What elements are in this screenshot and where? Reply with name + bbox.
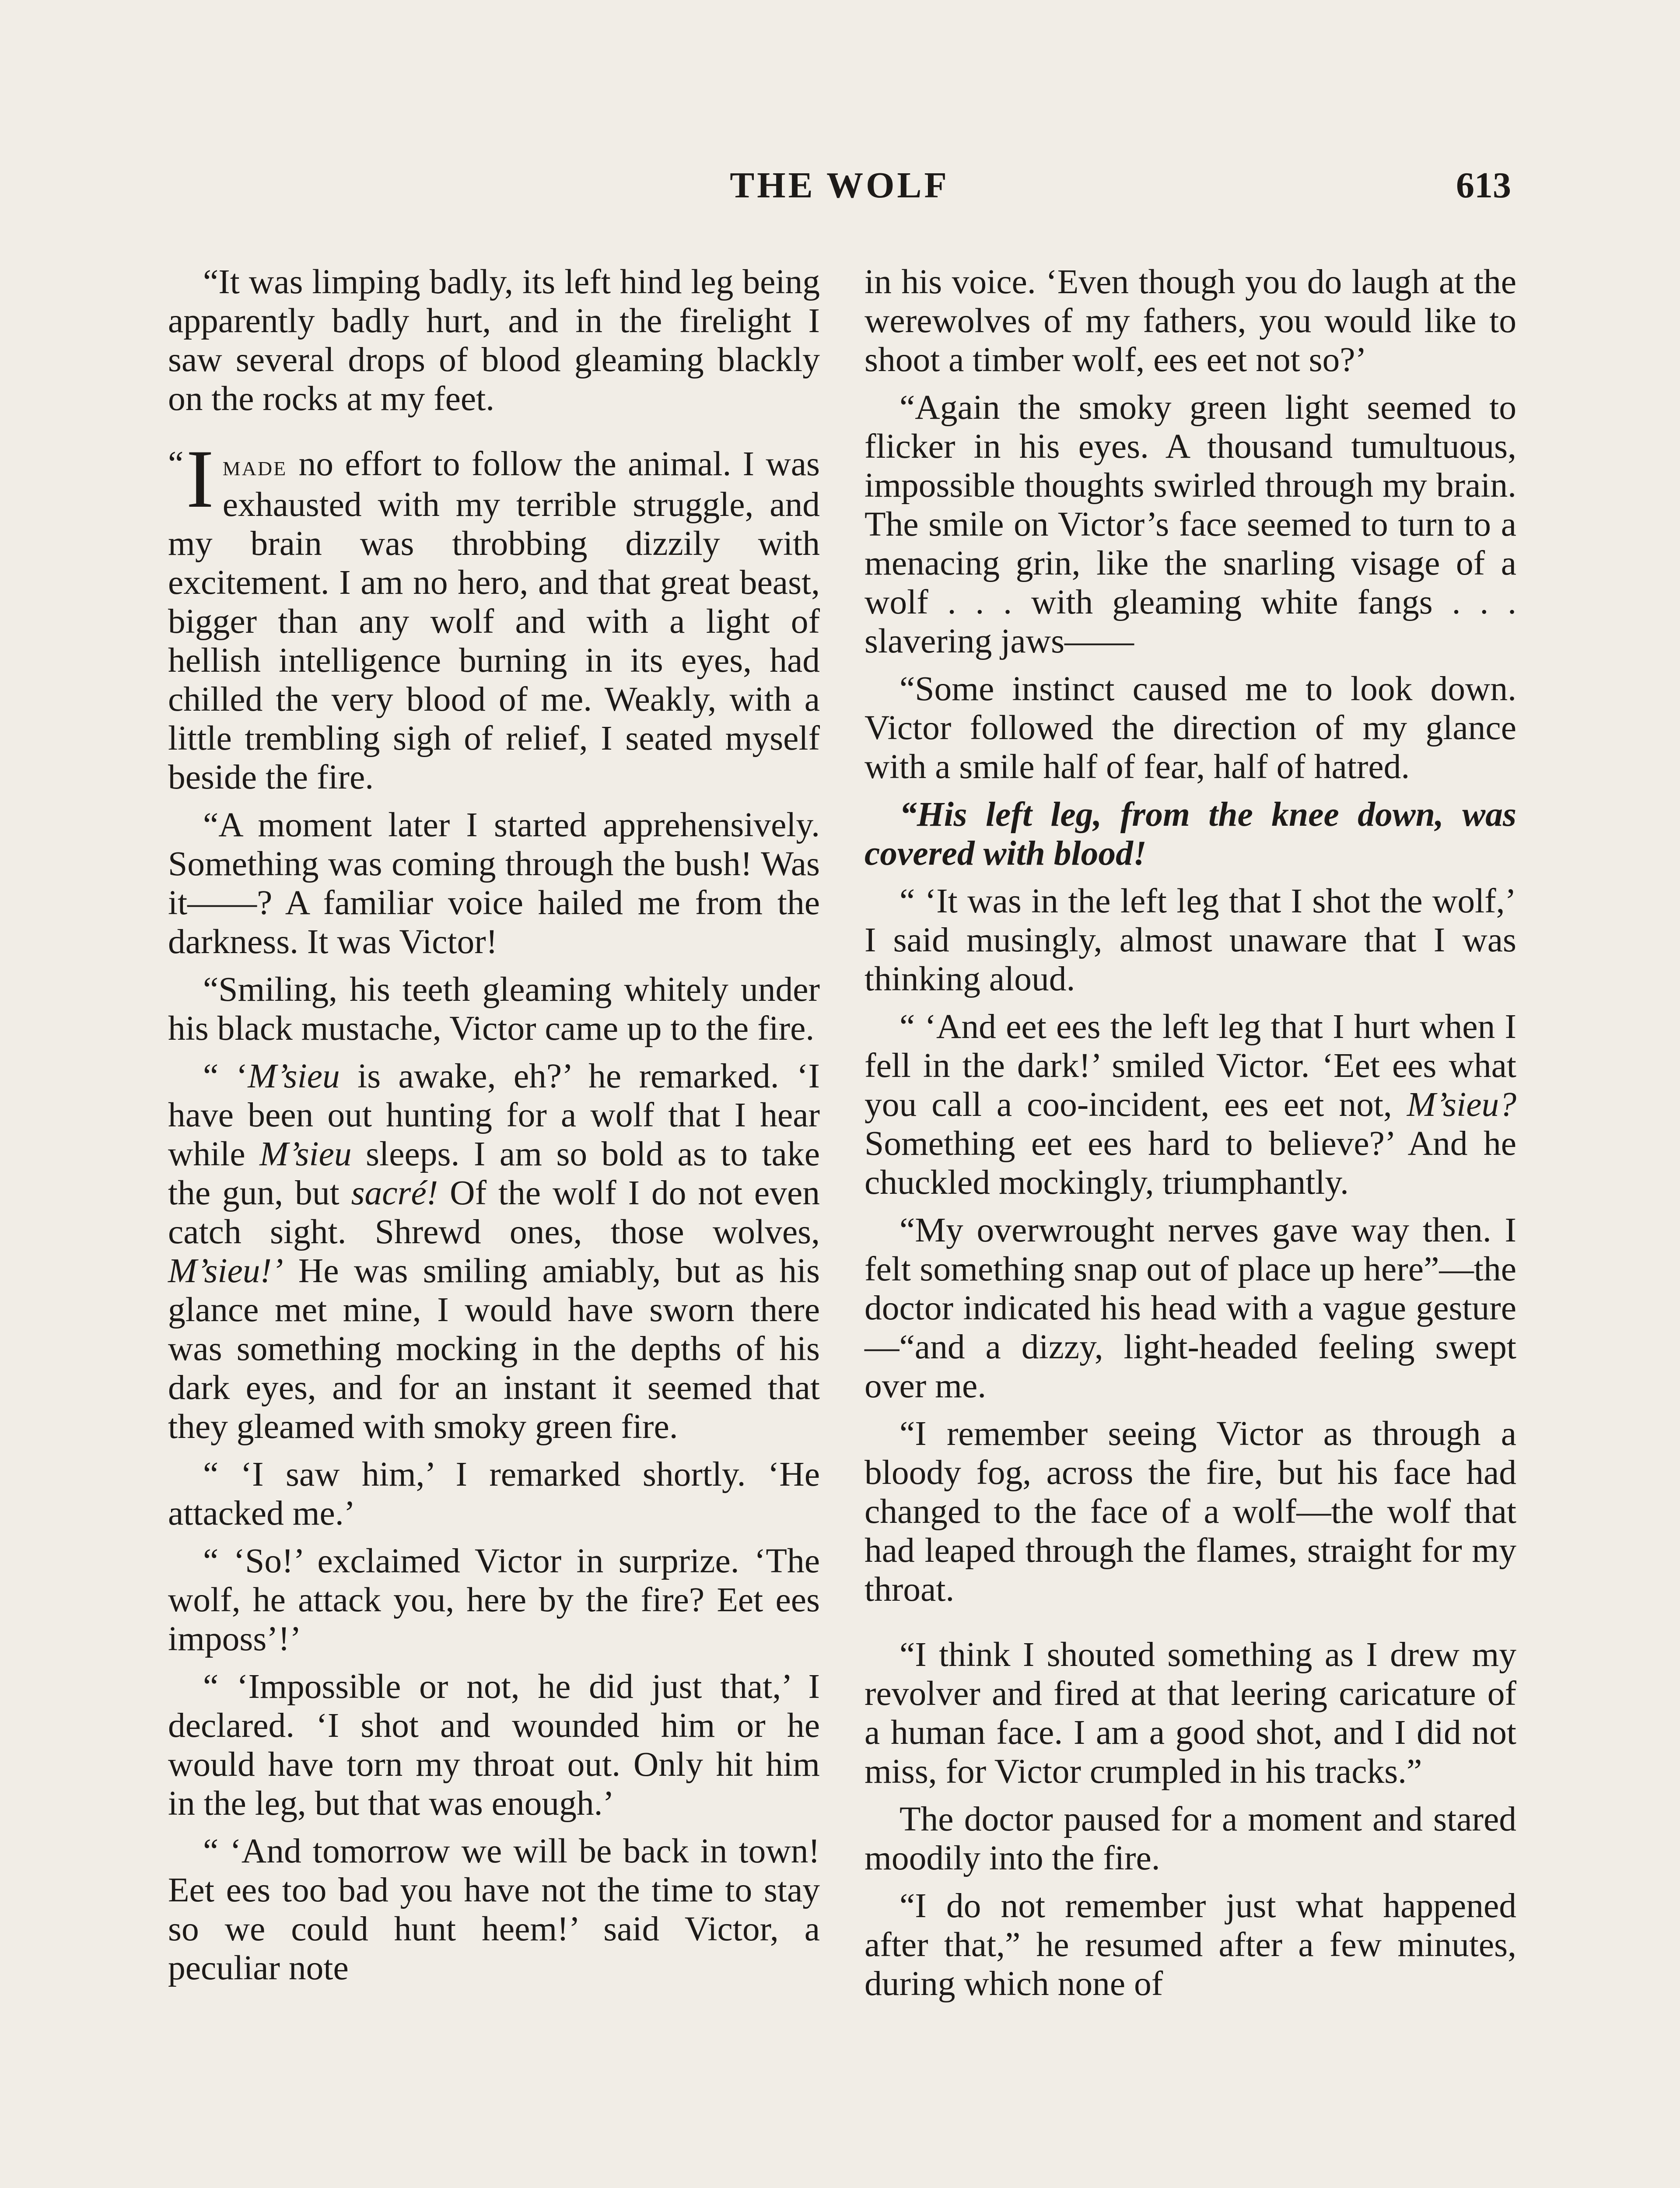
text-run: He was smiling amiably, but as his glance met mine, I would have sworn there was something mocking in the depths of his dark eyes, and for an instant it seemed that they gleamed with smoky green fire. — [168, 1252, 820, 1446]
text-run: Of the wolf I do not even catch sight. Shrewd ones, those wolves, — [168, 1174, 820, 1251]
paragraph — [864, 1007, 1516, 1202]
paragraph: “Smiling, his teeth gleaming whitely under his black mustache, Victor came up to the fire. — [168, 970, 820, 1048]
italic-text: M’sieu — [248, 1057, 340, 1095]
text-run: sleeps. I am so bold as to take the gun, but — [168, 1135, 820, 1212]
paragraph: “I do not remember just what happened after that,” he resumed after a few minutes, during which none of — [864, 1886, 1516, 2003]
paragraph-text: no effort to follow the animal. I was exhausted with my terrible struggle, and my brain was throbbing dizzily with excitement. I am no hero, and that great beast, bigger than any wolf and with a light of hellish intelligence burning in its eyes, had chilled the very blood of me. Weakly, with a little trembling sigh of relief, I seated myself beside the fire. — [168, 445, 820, 796]
italic-text: sacré! — [351, 1174, 438, 1212]
paragraph: “A moment later I started apprehensively. Something was coming through the bush! Was it——? A familiar voice hailed me from the darkness. It was Victor! — [168, 806, 820, 961]
text-run: Something eet ees hard to believe?’ And he chuckled mockingly, triumphantly. — [864, 1124, 1516, 1202]
page-header — [168, 164, 1511, 212]
text-run: “ ‘ — [203, 1057, 248, 1095]
small-caps-lead: made — [222, 450, 287, 482]
paragraph: “Some instinct caused me to look down. Victor followed the direction of my glance with a smile half of fear, half of hatred. — [864, 670, 1516, 786]
left-column — [168, 263, 820, 1996]
paragraph: “ ‘Impossible or not, he did just that,’ I declared. ‘I shot and wounded him or he would have torn my throat out. Only hit him in the leg, but that was enough.’ — [168, 1667, 820, 1823]
paragraph-dropcap — [168, 433, 820, 797]
paragraph: “It was limping badly, its left hind leg being apparently badly hurt, and in the firelight I saw several drops of blood gleaming blackly on the rocks at my feet. — [168, 263, 820, 418]
right-column — [864, 263, 1516, 2012]
italic-text: M’sieu — [259, 1135, 352, 1173]
paragraph: “ ‘And tomorrow we will be back in town! Eet ees too bad you have not the time to stay so we could hunt heem!’ said Victor, a peculiar note — [168, 1832, 820, 1987]
paragraph: The doctor paused for a moment and stared moodily into the fire. — [864, 1800, 1516, 1877]
paragraph: “I think I shouted something as I drew my revolver and fired at that leering caricature of a human face. I am a good shot, and I did not miss, for Victor crumpled in his tracks.” — [864, 1635, 1516, 1791]
running-title: THE WOLF — [730, 165, 949, 206]
paragraph: “Again the smoky green light seemed to flicker in his eyes. A thousand tumultuous, impossible thoughts swirled through my brain. The smile on Victor’s face seemed to turn to a menacing grin, like the snarling visage of a wolf . . . with gleaming white fangs . . . slavering jaws—— — [864, 388, 1516, 660]
paragraph: “ ‘It was in the left leg that I shot the wolf,’ I said musingly, almost unaware that I was thinking aloud. — [864, 882, 1516, 998]
drop-cap: I — [186, 433, 214, 525]
emphasized-paragraph: “His left leg, from the knee down, was covered with blood! — [864, 795, 1516, 873]
paragraph: in his voice. ‘Even though you do laugh at the werewolves of my fathers, you would like to shoot a timber wolf, ees eet not so?’ — [864, 263, 1516, 379]
opening-quote: “ — [168, 445, 184, 483]
paragraph: “ ‘So!’ exclaimed Victor in surprize. ‘The wolf, he attack you, here by the fire? Eet ees imposs’!’ — [168, 1542, 820, 1658]
text-run: “ ‘And eet ees the left leg that I hurt when I fell in the dark!’ smiled Victor. ‘Eet ees what you call a coo-incident, ees eet not, — [864, 1007, 1516, 1124]
italic-text: M’sieu? — [1407, 1085, 1516, 1124]
paragraph: “My overwrought nerves gave way then. I felt something snap out of place up here”—the doctor indicated his head with a vague gesture—“and a dizzy, light-headed feeling swept over me. — [864, 1211, 1516, 1405]
italic-text: M’sieu!’ — [168, 1252, 284, 1290]
page-number: 613 — [1456, 165, 1511, 206]
paragraph: “I remember seeing Victor as through a bloody fog, across the fire, but his face had changed to the face of a wolf—the wolf that had leaped through the flames, straight for my throat. — [864, 1414, 1516, 1609]
paragraph — [168, 1057, 820, 1446]
paragraph: “ ‘I saw him,’ I remarked shortly. ‘He attacked me.’ — [168, 1455, 820, 1532]
text-run: is awake, eh?’ he remarked. ‘I have been out hunting for a wolf that I hear while — [168, 1057, 820, 1173]
